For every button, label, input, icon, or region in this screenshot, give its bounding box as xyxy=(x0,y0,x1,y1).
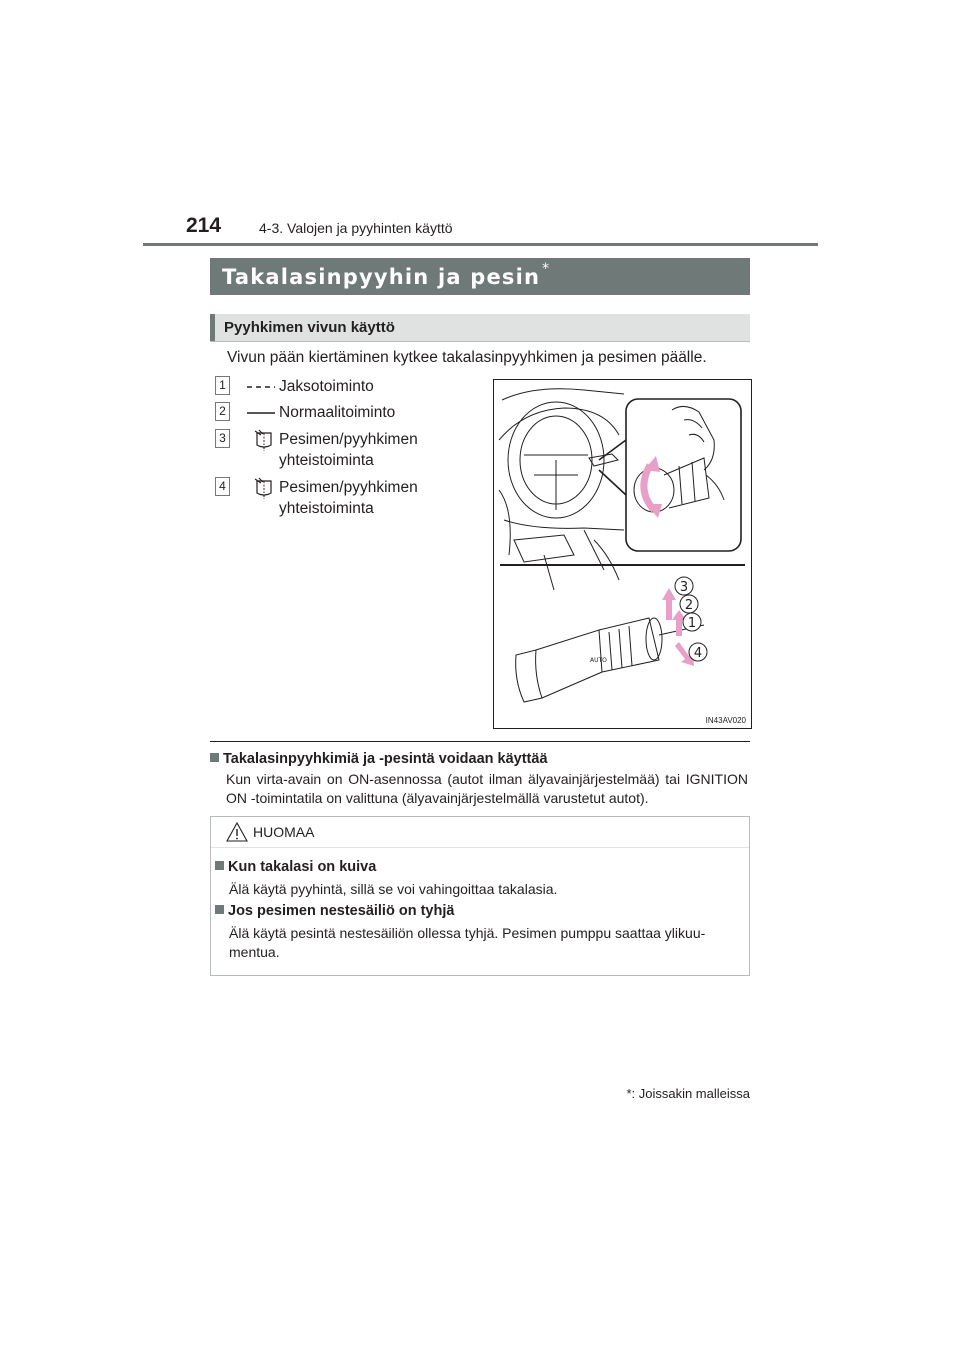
asterisk-mark: * xyxy=(542,261,551,277)
legend-number: 2 xyxy=(215,402,230,421)
legend-label: Normaalitoiminto xyxy=(279,404,396,421)
warning-box xyxy=(210,816,750,976)
footnote: *: Joissakin malleissa xyxy=(626,1086,750,1101)
wiper-lever-figure xyxy=(493,379,752,729)
warning-item-body: Älä käytä pesintä nestesäiliön ollessa tyhjä. Pesimen pumppu saattaa ylikuu-mentua. xyxy=(229,925,706,960)
callout-3: 3 xyxy=(679,580,689,595)
stalk-label: AUTO xyxy=(590,657,607,664)
page-number: 214 xyxy=(186,214,222,237)
bullet-square-icon xyxy=(215,905,224,914)
intro-text: Vivun pään kiertäminen kytkee takalasinpyyhkimen ja pesimen päälle. xyxy=(227,349,707,366)
section-title: Takalasinpyyhin ja pesin * xyxy=(222,261,551,289)
bullet-square-icon xyxy=(210,753,219,762)
subsection-bar xyxy=(210,314,750,342)
washer-icon xyxy=(245,477,279,499)
chapter-title: 4-3. Valojen ja pyyhinten käyttö xyxy=(259,220,453,236)
dashed-line-icon xyxy=(245,376,279,398)
legend-label: Pesimen/pyyhkimen yhteistoiminta xyxy=(279,479,418,517)
note-body: Kun virta-avain on ON-asennossa (autot ilman älyavainjärjestelmää) tai IGNITION ON -toimintatila on valittuna (älyavainjärjestelmällä varustetut autot). xyxy=(226,771,748,806)
legend-number: 3 xyxy=(215,429,230,448)
legend-number: 4 xyxy=(215,477,230,496)
subsection-accent xyxy=(210,314,215,341)
figure-code: IN43AV020 xyxy=(705,716,746,725)
warning-label: HUOMAA xyxy=(253,824,315,840)
legend-label: Jaksotoiminto xyxy=(279,378,374,395)
solid-line-icon xyxy=(245,402,279,424)
section-title-bar xyxy=(210,258,750,295)
note-heading: Takalasinpyyhkimiä ja -pesintä voidaan käyttää xyxy=(210,751,548,767)
note-rule xyxy=(210,741,750,742)
warning-item-body: Älä käytä pyyhintä, sillä se voi vahingoittaa takalasia. xyxy=(229,881,558,897)
washer-icon xyxy=(245,429,279,451)
warning-header xyxy=(211,817,749,848)
legend-label: Pesimen/pyyhkimen yhteistoiminta xyxy=(279,431,418,469)
warning-item-heading: Kun takalasi on kuiva xyxy=(215,859,376,875)
warning-triangle-icon xyxy=(225,821,249,843)
header-rule xyxy=(143,243,818,246)
warning-item-heading: Jos pesimen nestesäiliö on tyhjä xyxy=(215,903,454,919)
wiper-lever-illustration xyxy=(494,380,751,728)
callout-4: 4 xyxy=(693,646,703,661)
callout-1: 1 xyxy=(687,616,697,631)
bullet-square-icon xyxy=(215,861,224,870)
callout-2: 2 xyxy=(684,598,694,613)
subsection-title: Pyyhkimen vivun käyttö xyxy=(224,319,395,336)
asterisk-mark: * xyxy=(626,1086,632,1101)
legend-number: 1 xyxy=(215,376,230,395)
